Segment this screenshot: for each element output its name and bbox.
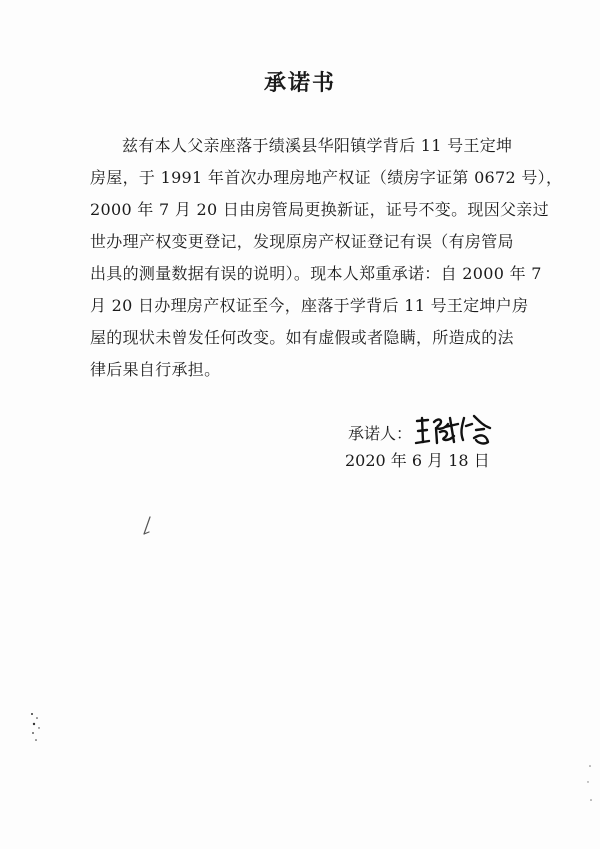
handwritten-signature: [414, 412, 496, 452]
scan-mark: [140, 515, 154, 537]
body-line: 世办理产权变更登记，发现原房产权证登记有误（有房管局: [90, 232, 514, 251]
document-title: 承诺书: [263, 71, 336, 96]
body-line: 房屋，于 1991 年首次办理房地产权证（绩房字证第 0672 号），: [90, 168, 563, 187]
signer-block: [348, 412, 496, 452]
body-line: 出具的测量数据有误的说明）。现本人郑重承诺：自 2000 年 7: [90, 264, 542, 283]
signing-date: 2020 年 6 月 18 日: [345, 451, 490, 470]
body-line: 月 20 日办理房产权证至今，座落于学背后 11 号王定坤户房: [90, 296, 529, 315]
scan-speckle: [28, 710, 44, 746]
body-line: 兹有本人父亲座落于绩溪县华阳镇学背后 11 号王定坤: [122, 136, 513, 155]
document-body: [90, 130, 563, 386]
body-line: 屋的现状未曾发任何改变。如有虚假或者隐瞒，所造成的法: [90, 328, 514, 347]
body-line: 2000 年 7 月 20 日由房管局更换新证，证号不变。现因父亲过: [90, 200, 549, 219]
body-line: 律后果自行承担。: [90, 360, 221, 379]
scan-speckle: [585, 760, 595, 820]
signer-label: 承诺人：: [348, 423, 413, 443]
